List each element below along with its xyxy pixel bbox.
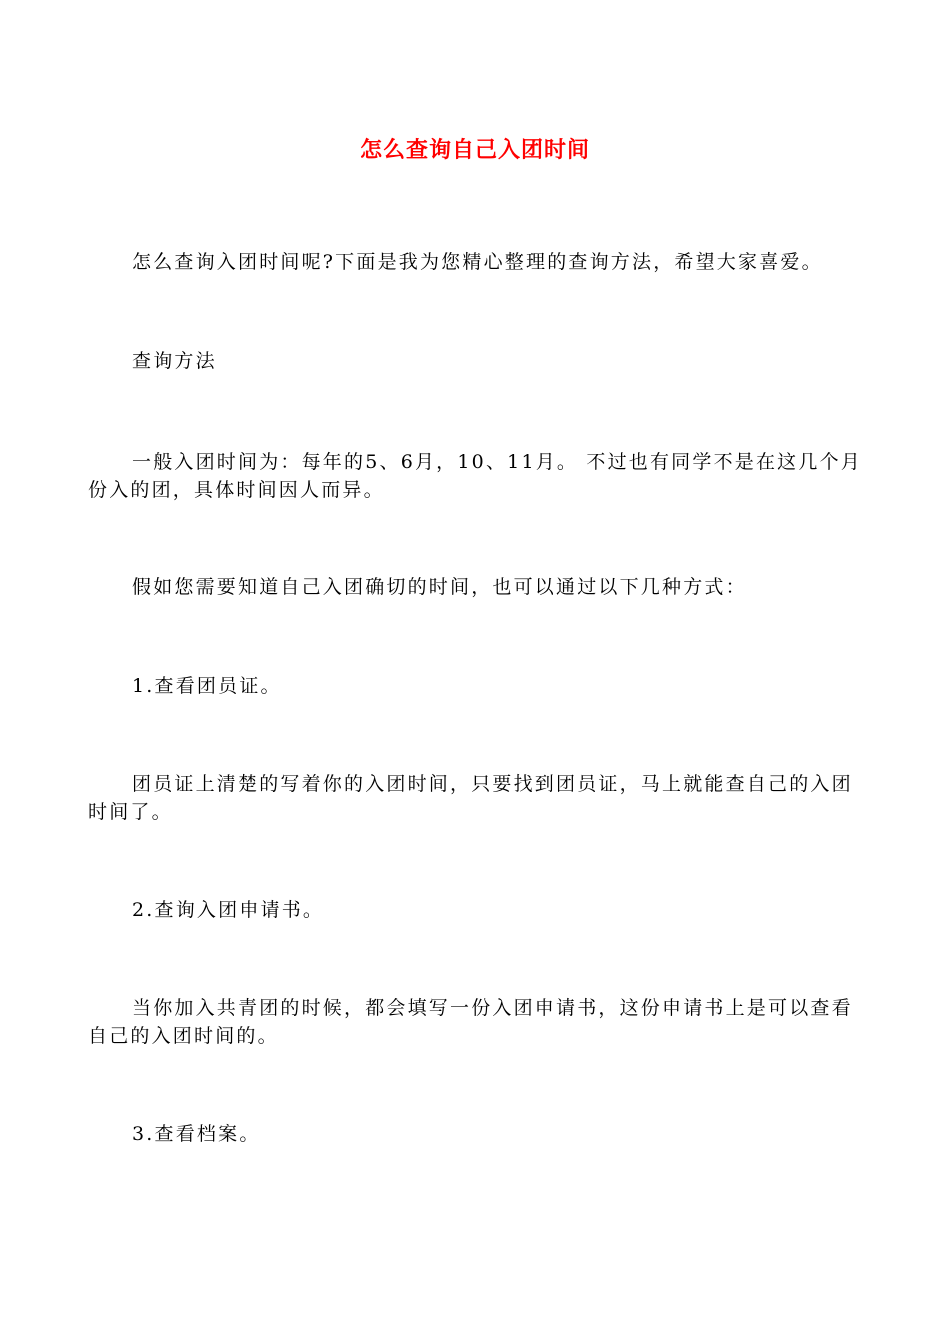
paragraph-item-1: 1.查看团员证。 — [132, 675, 282, 697]
paragraph-heading-method: 查询方法 — [132, 350, 217, 372]
paragraph-intro: 怎么查询入团时间呢?下面是我为您精心整理的查询方法，希望大家喜爱。 — [132, 251, 823, 273]
paragraph-item-3: 3.查看档案。 — [132, 1123, 261, 1145]
paragraph-general-time: 一般入团时间为：每年的5、6月，10、11月。 不过也有同学不是在这几个月份入的团，具体时间因人而异。 — [88, 451, 862, 501]
paragraph-ways-intro: 假如您需要知道自己入团确切的时间，也可以通过以下几种方式： — [132, 576, 747, 598]
paragraph-item-2-detail: 当你加入共青团的时候，都会填写一份入团申请书，这份申请书上是可以查看自己的入团时间的。 — [88, 997, 853, 1047]
paragraph-item-2: 2.查询入团申请书。 — [132, 899, 325, 921]
paragraph-item-1-detail: 团员证上清楚的写着你的入团时间，只要找到团员证，马上就能查自己的入团时间了。 — [88, 773, 853, 823]
document-title: 怎么查询自己入团时间 — [359, 138, 590, 163]
